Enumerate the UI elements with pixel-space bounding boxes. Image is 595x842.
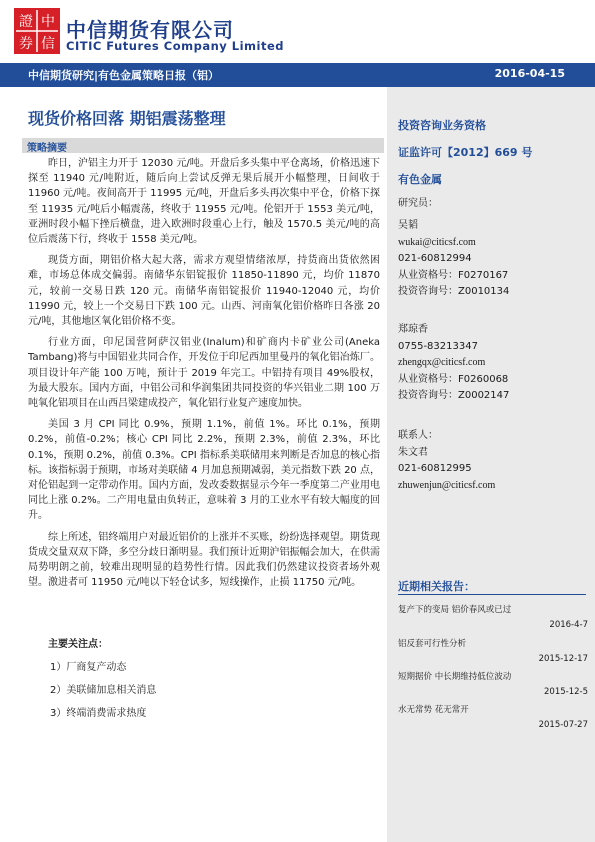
recent-report-date: 2015-12-17	[538, 654, 588, 664]
company-name-en: CITIC Futures Company Limited	[66, 39, 284, 53]
recent-report-title[interactable]: 短期据价 中长期维持低位波动	[398, 672, 512, 682]
contact	[398, 428, 495, 494]
researcher-label: 研究员：	[398, 198, 438, 209]
summary-paragraph: 行业方面，印尼国营阿萨汉铝业(Inalum)和矿商内卡矿业公司(Aneka Tambang)将与中国铝业共同合作，开发位于印尼西加里曼丹的氧化铝冶炼厂。项目设计年产能 100 万吨，预计于 2019 年完工。中铝持有项目 49%股权，为最大股东。国内方面，中铝公司和华润集团共同投资的华兴铝业二期 100 万吨氧化铝项目在山西吕梁建成投产，氧化铝行业复产速度加快。	[28, 337, 380, 410]
recent-report-title[interactable]: 水无常势 花无常开	[398, 705, 469, 715]
sector-name: 有色金属	[398, 173, 442, 186]
recent-divider	[398, 594, 586, 595]
logo-char: 中	[41, 14, 55, 30]
logo-char: 證	[19, 14, 33, 30]
report-date: 2016-04-15	[494, 67, 565, 80]
logo-char: 信	[41, 36, 55, 52]
summary-paragraph: 综上所述，铝终端用户对最近铝价的上涨并不买账，纷纷选择观望。期货现货成交量双双下降，多空分歧日渐明显。我们预计近期沪铝振幅会加大，在供需局势明朗之前，较难出现明显的趋势性行情。因此我们仍然建议投资者场外观望。激进者可 11950 元/吨以下轻仓试多，短线操作，止损 11750 元/吨。	[28, 531, 380, 589]
key-points	[48, 635, 156, 727]
citic-logo-icon	[14, 8, 60, 54]
researcher-phone: 0755-83213347	[398, 340, 478, 352]
recent-report-date: 2016-4-7	[549, 620, 588, 630]
key-point-item: 2）美联储加息相关消息	[50, 685, 157, 696]
researcher-name: 郑琼香	[398, 324, 428, 335]
researcher-cert: 从业资格号：F0260068	[398, 373, 509, 385]
license-number: 证监许可【2012】669 号	[398, 146, 533, 159]
recent-reports-title: 近期相关报告：	[398, 580, 475, 593]
qualification-title: 投资咨询业务资格	[398, 119, 486, 132]
researcher-2	[398, 322, 509, 405]
header-band	[0, 63, 595, 87]
summary-heading: 策略摘要	[27, 143, 67, 154]
recent-report-item[interactable]	[398, 670, 588, 697]
summary-paragraph: 现货方面，期铝价格大起大落，需求方观望情绪浓厚，持货商出货依然困难，市场总体成交偏弱。南储华东铝锭报价 11850-11890 元，均价 11870 元，较前一交易日跌 120 元。南储华南铝锭报价 11940-12040 元，均价 11990 元，较上一个交易日下跌 100 元。山西、河南氧化铝价格昨日各涨 20 元/吨，其他地区氧化铝价格不变。	[28, 255, 380, 328]
contact-email[interactable]: zhuwenjun@citicsf.com	[398, 479, 496, 491]
recent-report-item[interactable]	[398, 637, 588, 664]
recent-report-title[interactable]: 复产下的变局 铝价春风或已过	[398, 605, 512, 615]
researcher-cert: 从业资格号：F0270167	[398, 269, 509, 281]
researcher-email[interactable]: wukai@citicsf.com	[398, 236, 476, 248]
contact-label: 联系人：	[398, 430, 438, 441]
researcher-consult: 投资咨询号：Z0002147	[398, 390, 510, 401]
contact-name: 朱文君	[398, 446, 428, 458]
company-name-cn: 中信期货有限公司	[66, 18, 234, 42]
recent-report-date: 2015-07-27	[538, 720, 588, 730]
summary-body	[28, 156, 380, 596]
key-points-title: 主要关注点：	[48, 639, 108, 650]
recent-report-date: 2015-12-5	[544, 687, 588, 697]
key-point-item: 3）终端消费需求热度	[50, 708, 147, 719]
summary-paragraph: 美国 3 月 CPI 同比 0.9%，预期 1.1%，前值 1%。环比 0.1%，预期 0.2%，前值-0.2%；核心 CPI 同比 2.2%，预期 2.3%，前值 2.3%，环比 0.1%，预期 0.2%，前值 0.3%。CPI 指标系美联储用来判断是否加息的核心指标。该指标弱于预期，市场对美联储 4 月加息预期减弱，美元指数下跌 20 点，对伦铝起到一定带动作用。国内方面，发改委数据显示今年一季度第二产业用电同比上涨 0.2%。二产用电量由负转正，意味着 3 月的工业水平有较大幅度的回升。	[28, 419, 380, 522]
page-title: 现货价格回落 期铝震荡整理	[28, 109, 226, 128]
researcher-email[interactable]: zhengqx@citicsf.com	[398, 357, 486, 368]
summary-heading-bar	[22, 138, 384, 153]
researcher-1	[398, 218, 509, 301]
contact-phone: 021-60812995	[398, 463, 472, 474]
researcher-consult: 投资咨询号：Z0010134	[398, 286, 510, 297]
report-label: 中信期货研究|有色金属策略日报（铝）	[28, 69, 220, 82]
key-point-item: 1）厂商复产动态	[50, 662, 127, 673]
recent-report-item[interactable]	[398, 703, 588, 730]
researcher-name: 吴韬	[398, 220, 418, 231]
researcher-phone: 021-60812994	[398, 253, 472, 264]
summary-paragraph: 昨日，沪铝主力开于 12030 元/吨。开盘后多头集中平仓离场，价格迅速下探至 11940 元/吨附近，随后向上尝试反弹无果后展开小幅整理，日间收于 11960 元/吨。夜间高开于 11995 元/吨，开盘后多头再次集中平仓，价格下探至 11935 元/吨后小幅震荡，终收于 11955 元/吨。伦铝开于 1553 美元/吨，亚洲时段小幅下挫后横盘，进入欧洲时段重心上行，触及 1570.5 美元/吨的高位后震荡下行，终收于 1558 美元/吨。	[28, 158, 380, 246]
logo-char: 券	[19, 36, 33, 52]
recent-report-title[interactable]: 铝反套可行性分析	[398, 639, 467, 649]
recent-report-item[interactable]	[398, 603, 588, 630]
